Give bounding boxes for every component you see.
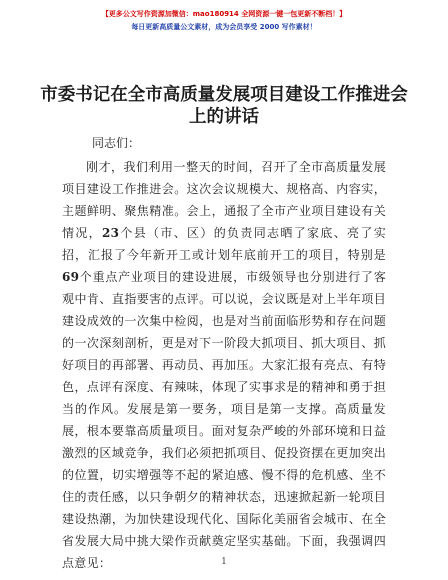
paragraph-text-part: 个重点产业项目的建设进展，市级领导也分别进行了客观中肯、直指要害的点评。可以说，会议既是对上半年项目建设成效的一次集中检阅，也是对当前面临形势和存在问题的一次深刻剖析，更是对下一阶段大抓项目、抓大项目、抓好项目的再部署、再动员、再加压。大家汇报有亮点、有特色，点评有深度、有辣味，体现了实事求是的精神和勇于担当的作风。发展是第一要务，项目是第一支撑。高质量发展，根本要靠高质量项目。面对复杂严峻的外部环境和日益激烈的区域竞争，我们必须把抓项目、促投资摆在更加突出的位置，切实增强等不起的紧迫感、慢不得的危机感、坐不住的责任感，以只争朝夕的精神状态，迅速掀起新一轮项目建设热潮，为加快建设现代化、国际化美丽省会城市、在全省发展大局中挑大梁作贡献奠定坚实基础。下面，我强调四点意见： xyxy=(62,270,386,570)
paragraph-text-part: 个县（市、区）的负责同志晒了家底、亮了实招，汇报了今年新开工或计划年底前开工的项目，特别是 xyxy=(62,226,386,262)
document-title: 市委书记在全市高质量发展项目建设工作推进会上的讲话 xyxy=(40,85,408,127)
page-number: 1 xyxy=(221,557,227,567)
promo-banner-line1: 【更多公文写作资源加微信：mao180914 全网资源一键一包更新不断档！】 xyxy=(101,10,347,18)
body-paragraph xyxy=(62,156,386,574)
key-project-count: 69 xyxy=(62,270,80,284)
county-count: 23 xyxy=(102,226,120,240)
paragraph-text-part: 刚才，我们利用一整天的时间，召开了全市高质量发展项目建设工作推进会。这次会议规模大、规格高、内容实，主题鲜明、聚焦精准。会上，通报了全市产业项目建设有关情况， xyxy=(62,160,386,240)
promo-banner-line2: 每日更新高质量公文素材，成为会员享受 2000 写作素材！ xyxy=(131,23,317,31)
salutation: 同志们： xyxy=(92,136,141,150)
